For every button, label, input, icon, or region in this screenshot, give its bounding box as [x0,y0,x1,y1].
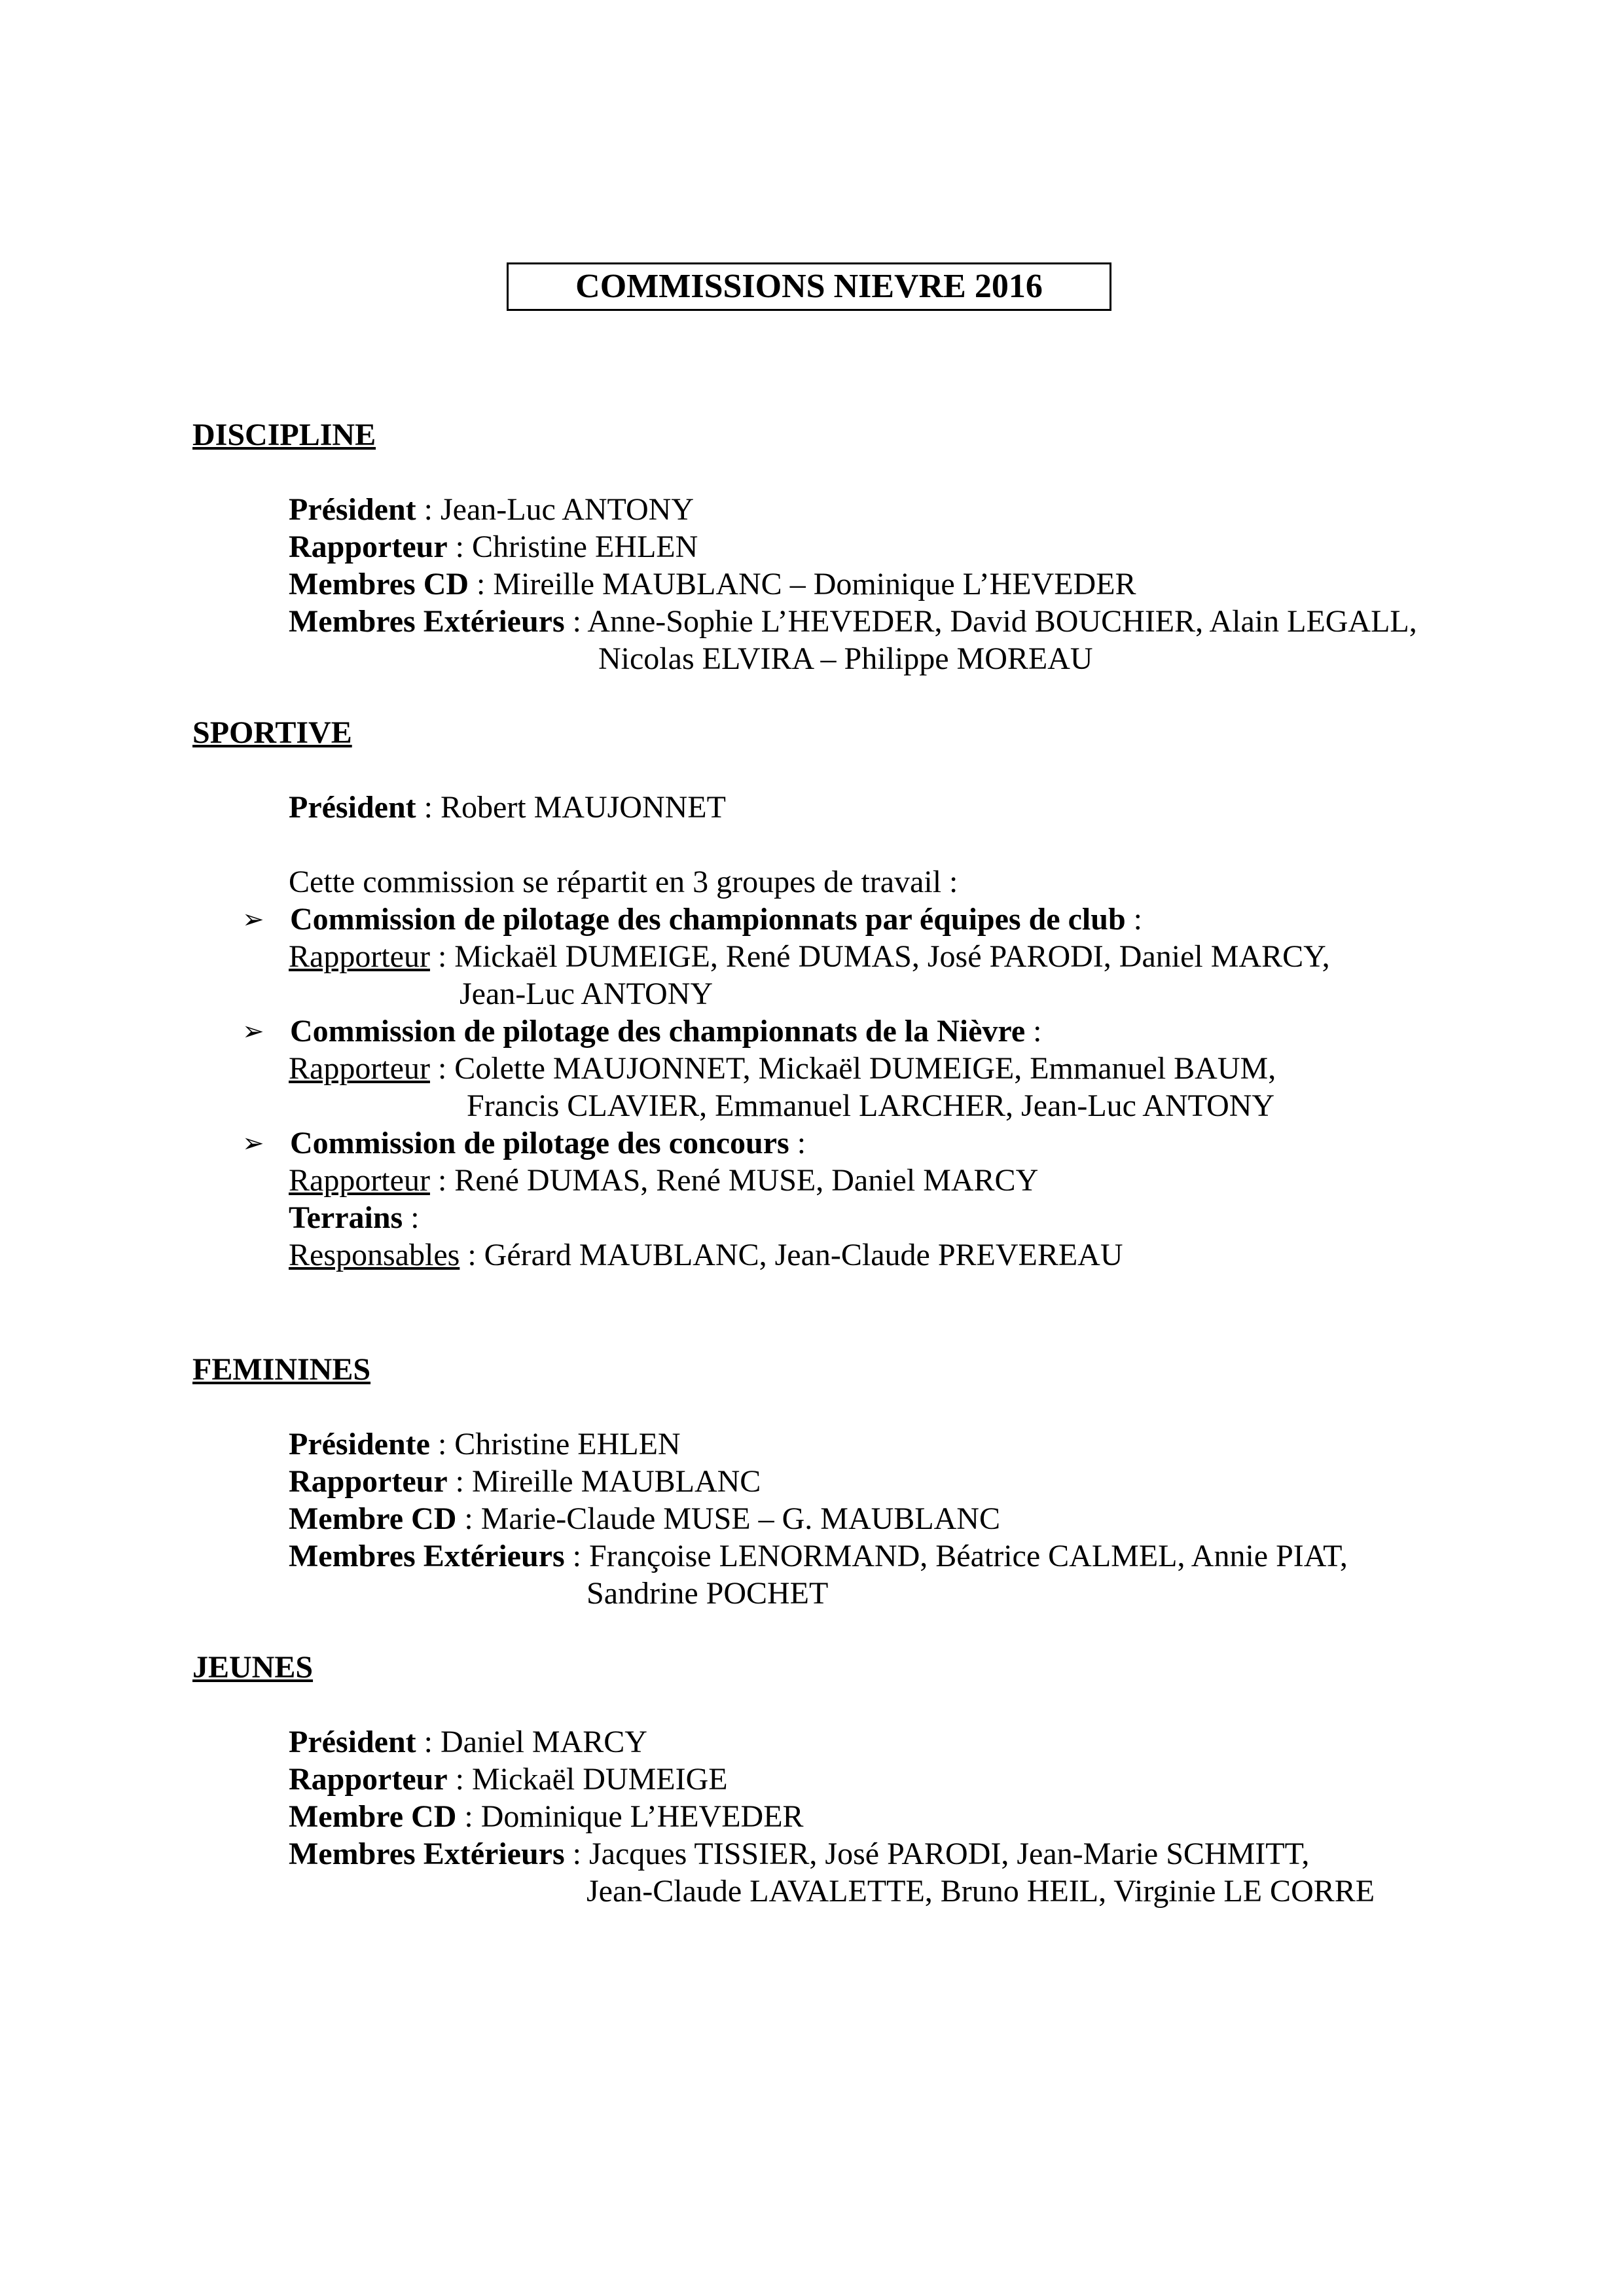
label: Terrains [289,1200,403,1235]
jeunes-rapporteur [289,1761,728,1798]
section-heading-discipline: DISCIPLINE [192,418,376,452]
section-heading-sportive: SPORTIVE [192,715,352,750]
label: Président [289,790,416,825]
label: Président [289,1725,416,1759]
group-label: Commission de pilotage des championnats par équipes de club [290,902,1126,937]
value: : Colette MAUJONNET, Mickaël DUMEIGE, Emmanuel BAUM, [429,1051,1276,1086]
label: Présidente [289,1427,430,1462]
value: : Mireille MAUBLANC [455,1464,761,1499]
feminines-rapporteur [289,1463,761,1500]
discipline-membres-exterieurs [289,603,1417,640]
sportive-group-2 [290,1013,1042,1050]
arrow-bullet-icon: ➢ [242,1128,264,1158]
label: Rapporteur [289,1163,430,1198]
sportive-group-1 [290,901,1142,938]
label: Membres CD [289,567,469,601]
label: Membres Extérieurs [289,1539,565,1573]
value: : Marie-Claude MUSE – G. MAUBLANC [464,1501,1000,1536]
value: : Christine EHLEN [437,1427,681,1462]
sportive-group-2-rapporteur-cont: Francis CLAVIER, Emmanuel LARCHER, Jean-Luc ANTONY [467,1088,1275,1123]
label: Rapporteur [289,529,448,564]
sportive-president [289,789,726,826]
label: Responsables [289,1238,460,1272]
label: Membres Extérieurs [289,1837,565,1871]
value: : Dominique L’HEVEDER [464,1799,804,1834]
feminines-membres-exterieurs-cont: Sandrine POCHET [586,1576,829,1611]
group-label: Commission de pilotage des concours [290,1126,789,1160]
discipline-membres-cd [289,565,1136,603]
feminines-membre-cd [289,1500,1000,1537]
discipline-membres-exterieurs-cont: Nicolas ELVIRA – Philippe MOREAU [598,641,1093,676]
jeunes-membre-cd [289,1798,804,1835]
group-label: Commission de pilotage des championnats de la Nièvre [290,1014,1026,1049]
value: : Robert MAUJONNET [424,790,726,825]
label: Rapporteur [289,1464,448,1499]
arrow-bullet-icon: ➢ [242,1016,264,1046]
jeunes-membres-exterieurs-cont: Jean-Claude LAVALETTE, Bruno HEIL, Virginie LE CORRE [586,1874,1375,1909]
sportive-group-2-rapporteur [289,1050,1276,1087]
group-colon: : [1025,1014,1042,1049]
feminines-membres-exterieurs [289,1537,1348,1575]
label: Membre CD [289,1501,457,1536]
value: : Mickaël DUMEIGE [455,1762,728,1797]
arrow-bullet-icon: ➢ [242,905,264,934]
colon: : [403,1200,420,1235]
sportive-group-3 [290,1124,806,1162]
sportive-group-1-rapporteur [289,938,1330,975]
value: : Christine EHLEN [455,529,698,564]
value: : Gérard MAUBLANC, Jean-Claude PREVEREAU [460,1238,1123,1272]
label: Rapporteur [289,939,430,974]
sportive-intro: Cette commission se répartit en 3 groupes de travail : [289,865,958,899]
label: Membre CD [289,1799,457,1834]
group-colon: : [1125,902,1142,937]
jeunes-president [289,1723,647,1761]
label: Rapporteur [289,1762,448,1797]
discipline-rapporteur [289,528,698,565]
sportive-responsables [289,1236,1123,1274]
section-heading-jeunes: JEUNES [192,1650,314,1685]
label: Membres Extérieurs [289,604,565,639]
value: : Jean-Luc ANTONY [424,492,694,527]
value: : Jacques TISSIER, José PARODI, Jean-Marie SCHMITT, [572,1837,1310,1871]
group-colon: : [789,1126,806,1160]
sportive-terrains [289,1199,420,1236]
discipline-president [289,491,694,528]
value: : Françoise LENORMAND, Béatrice CALMEL, Annie PIAT, [572,1539,1348,1573]
label: Président [289,492,416,527]
value: : René DUMAS, René MUSE, Daniel MARCY [429,1163,1039,1198]
sportive-group-1-rapporteur-cont: Jean-Luc ANTONY [460,977,713,1011]
section-heading-feminines: FEMININES [192,1352,371,1387]
page-title: COMMISSIONS NIEVRE 2016 [507,262,1111,311]
value: : Daniel MARCY [424,1725,647,1759]
jeunes-membres-exterieurs [289,1835,1309,1873]
sportive-group-3-rapporteur [289,1162,1038,1199]
feminines-presidente [289,1426,681,1463]
value: : Anne-Sophie L’HEVEDER, David BOUCHIER, Alain LEGALL, [572,604,1417,639]
value: : Mireille MAUBLANC – Dominique L’HEVEDER [477,567,1136,601]
value: : Mickaël DUMEIGE, René DUMAS, José PARODI, Daniel MARCY, [429,939,1330,974]
label: Rapporteur [289,1051,430,1086]
